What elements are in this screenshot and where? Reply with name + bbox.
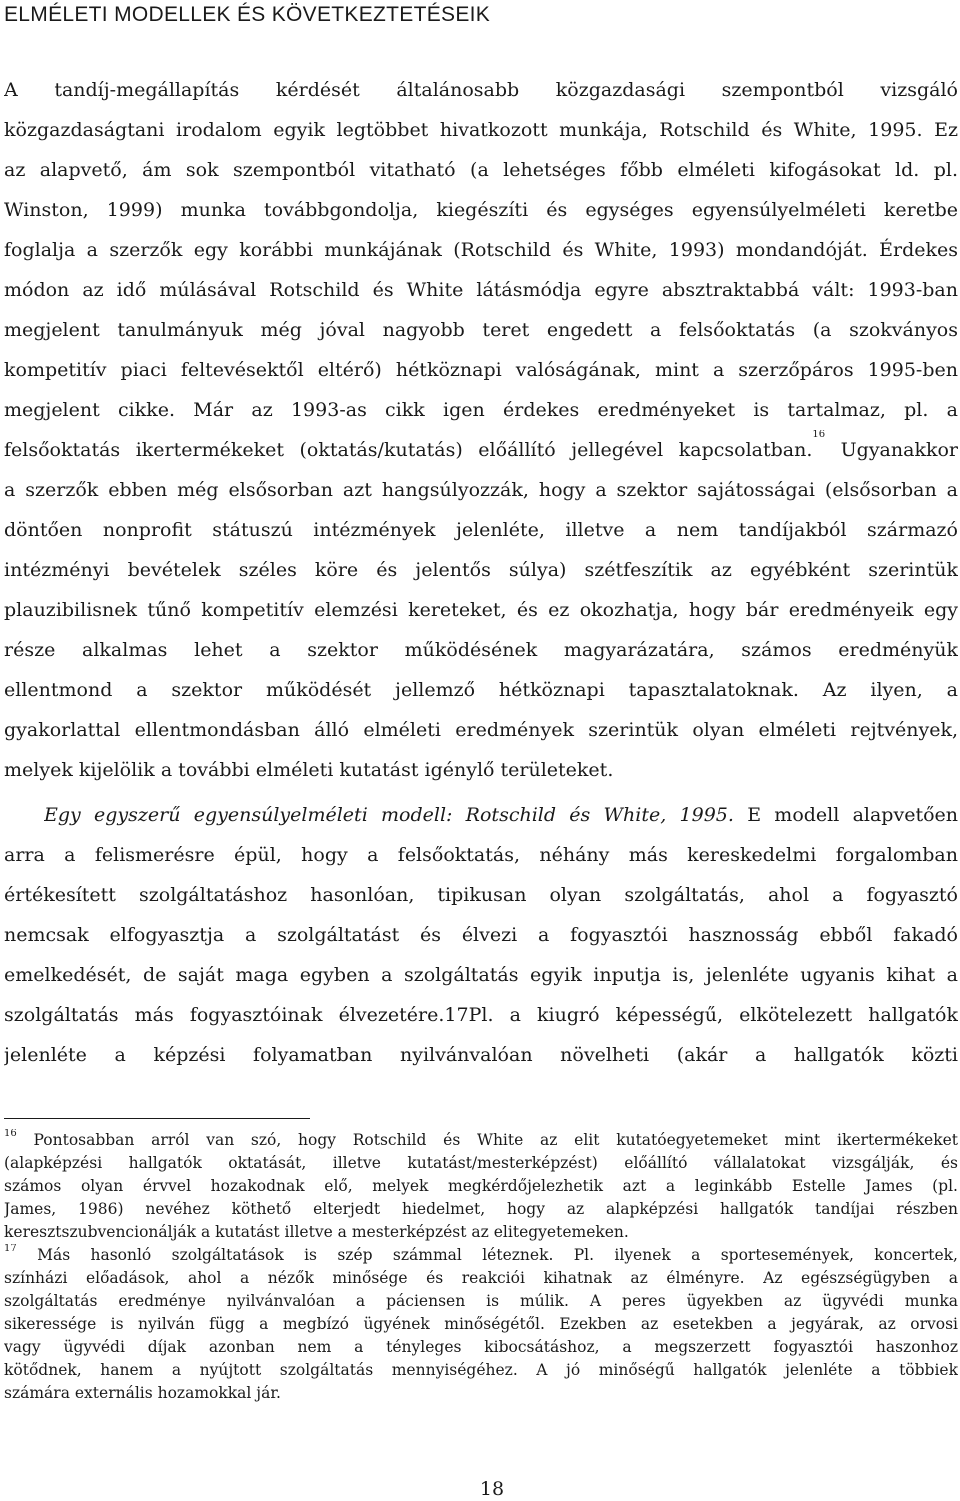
- body-line-12: döntően nonprofit státuszú intézmények jelenléte, illetve a nem tandíjakból származó: [4, 519, 958, 541]
- footnote-17-marker: 17: [4, 1244, 17, 1254]
- footnote-16-text: Pontosabban arról van szó, hogy Rotschild és White az elit kutatóegyetemeket mint ikertermékeket: [33, 1131, 958, 1149]
- footnote-separator: [4, 1118, 310, 1119]
- footnote-16-line-4: James, 1986) nevéhez köthető elterjedt hiedelmet, hogy az alapképzési hallgatók tandíjai részben: [4, 1200, 958, 1218]
- footnote-17-line-4: sikeressége is nyilván függ a megbízó ügyének minőségétől. Ezekben az esetekben a jegyárak, az orvosi: [4, 1315, 958, 1333]
- body-line-22: nemcsak elfogyasztja a szolgáltatást és élvezi a fogyasztói hasznosság ebből fakadó: [4, 924, 958, 946]
- footnote-ref-16[interactable]: 16: [812, 430, 826, 440]
- italic-subheading: Egy egyszerű egyensúlyelméleti modell: Rotschild és White, 1995.: [44, 804, 734, 826]
- body-line-7: megjelent tanulmányuk még jóval nagyobb teret engedett a felsőoktatás (a szokványos: [4, 319, 958, 341]
- body-line-13: intézményi bevételek széles köre és jelentős súlya) szétfeszítik az egyébként szerintük: [4, 559, 958, 581]
- body-line-19: [44, 795, 958, 835]
- body-line-5: foglalja a szerzők egy korábbi munkájának (Rotschild és White, 1993) mondandóját. Érdekes: [4, 239, 958, 261]
- body-line-15: része alkalmas lehet a szektor működésének magyarázatára, számos eredményük: [4, 639, 958, 661]
- body-line-10: [4, 430, 958, 470]
- body-line-4: Winston, 1999) munka továbbgondolja, kiegészíti és egységes egyensúlyelméleti keretbe: [4, 199, 958, 221]
- footnote-17-line-1: [4, 1244, 958, 1267]
- footnote-17-line-5: vagy ügyvédi díjak azonban nem a tényleges kibocsátáshoz, a megszerzett fogyasztói haszonhoz: [4, 1338, 958, 1356]
- body-line-24-text: szolgáltatás más fogyasztóinak élvezetére.: [4, 1004, 445, 1026]
- body-line-24-tail: Pl. a kiugró képességű, elkötelezett hallgatók: [468, 1004, 958, 1026]
- footnote-16-marker: 16: [4, 1129, 17, 1139]
- body-line-16: ellentmond a szektor működését jellemző hétköznapi tapasztalatoknak. Az ilyen, a: [4, 679, 958, 701]
- footnote-16-line-3: számos olyan érvvel hozakodnak elő, melyek megkérdőjelezhetik azt a leginkább Estelle James (pl.: [4, 1177, 958, 1195]
- footnote-16-line-2: (alapképzési hallgatók oktatását, illetve kutatást/mesterképzést) előállító vállalatokat vizsgálják, és: [4, 1154, 958, 1172]
- footnote-16-line-1: [4, 1129, 958, 1152]
- footnote-17-line-2: színházi előadások, ahol a nézők minősége és reakciói kihatnak az élményre. Az egészségügyben a: [4, 1269, 958, 1287]
- page-number: 18: [479, 1478, 505, 1500]
- body-line-1: A tandíj-megállapítás kérdését általánosabb közgazdasági szempontból vizsgáló: [4, 79, 958, 101]
- footnote-17-line-3: szolgáltatás eredménye nyilvánvalóan a páciensen is múlik. A peres ügyekben az ügyvédi munka: [4, 1292, 958, 1310]
- footnote-17-line-7: számára externális hozamokkal jár.: [4, 1384, 281, 1402]
- body-line-3: az alapvető, ám sok szempontból vitatható (a lehetséges főbb elméleti kifogásokat ld. pl.: [4, 159, 958, 181]
- body-line-8: kompetitív piaci feltevésektől eltérő) hétköznapi valóságának, mint a szerzőpáros 1995-ben: [4, 359, 958, 381]
- body-line-14: plauzibilisnek tűnő kompetitív elemzési kereteket, és ez okozhatja, hogy bár eredményeik egy: [4, 599, 958, 621]
- body-line-18: melyek kijelölik a további elméleti kutatást igénylő területeket.: [4, 759, 614, 781]
- footnote-16-line-5: keresztszubvencionálják a kutatást illetve a mesterképzést az elitegyetemeken.: [4, 1223, 629, 1241]
- body-line-20: arra a felismerésre épül, hogy a felsőoktatás, néhány más kereskedelmi forgalomban: [4, 844, 958, 866]
- footnote-17-text: Más hasonló szolgáltatások is szép számmal léteznek. Pl. ilyenek a sportesemények, koncertek,: [37, 1246, 958, 1264]
- body-line-6: módon az idő múlásával Rotschild és White látásmódja egyre absztraktabbá vált: 1993-ban: [4, 279, 958, 301]
- body-line-21: értékesített szolgáltatáshoz hasonlóan, tipikusan olyan szolgáltatás, ahol a fogyasztó: [4, 884, 958, 906]
- body-line-24: [4, 995, 958, 1035]
- footnote-ref-17[interactable]: 17: [444, 1004, 469, 1026]
- body-line-10-tail: Ugyanakkor: [840, 439, 958, 461]
- body-line-2: közgazdaságtani irodalom egyik legtöbbet hivatkozott munkája, Rotschild és White, 1995. Ez: [4, 119, 958, 141]
- body-line-10-text: felsőoktatás ikertermékeket (oktatás/kutatás) előállító jellegével kapcsolatban.: [4, 439, 813, 461]
- section-heading: ELMÉLETI MODELLEK ÉS KÖVETKEZTETÉSEIK: [4, 3, 491, 26]
- body-line-25: jelenléte a képzési folyamatban nyilvánvalóan növelheti (akár a hallgatók közti: [4, 1044, 958, 1066]
- footnote-17-line-6: kötődnek, hanem a nyújtott szolgáltatás mennyiségéhez. A jó minőségű hallgatók jelenléte a többiek: [4, 1361, 958, 1379]
- body-line-17: gyakorlattal ellentmondásban álló elméleti eredmények szerintük olyan elméleti rejtvények,: [4, 719, 958, 741]
- body-line-23: emelkedését, de saját maga egyben a szolgáltatás egyik inputja is, jelenléte ugyanis kihat a: [4, 964, 958, 986]
- body-line-19-tail: E modell alapvetően: [747, 804, 958, 826]
- body-line-11: a szerzők ebben még elsősorban azt hangsúlyozzák, hogy a szektor sajátosságai (elsősorban a: [4, 479, 958, 501]
- body-line-9: megjelent cikke. Már az 1993-as cikk igen érdekes eredményeket is tartalmaz, pl. a: [4, 399, 958, 421]
